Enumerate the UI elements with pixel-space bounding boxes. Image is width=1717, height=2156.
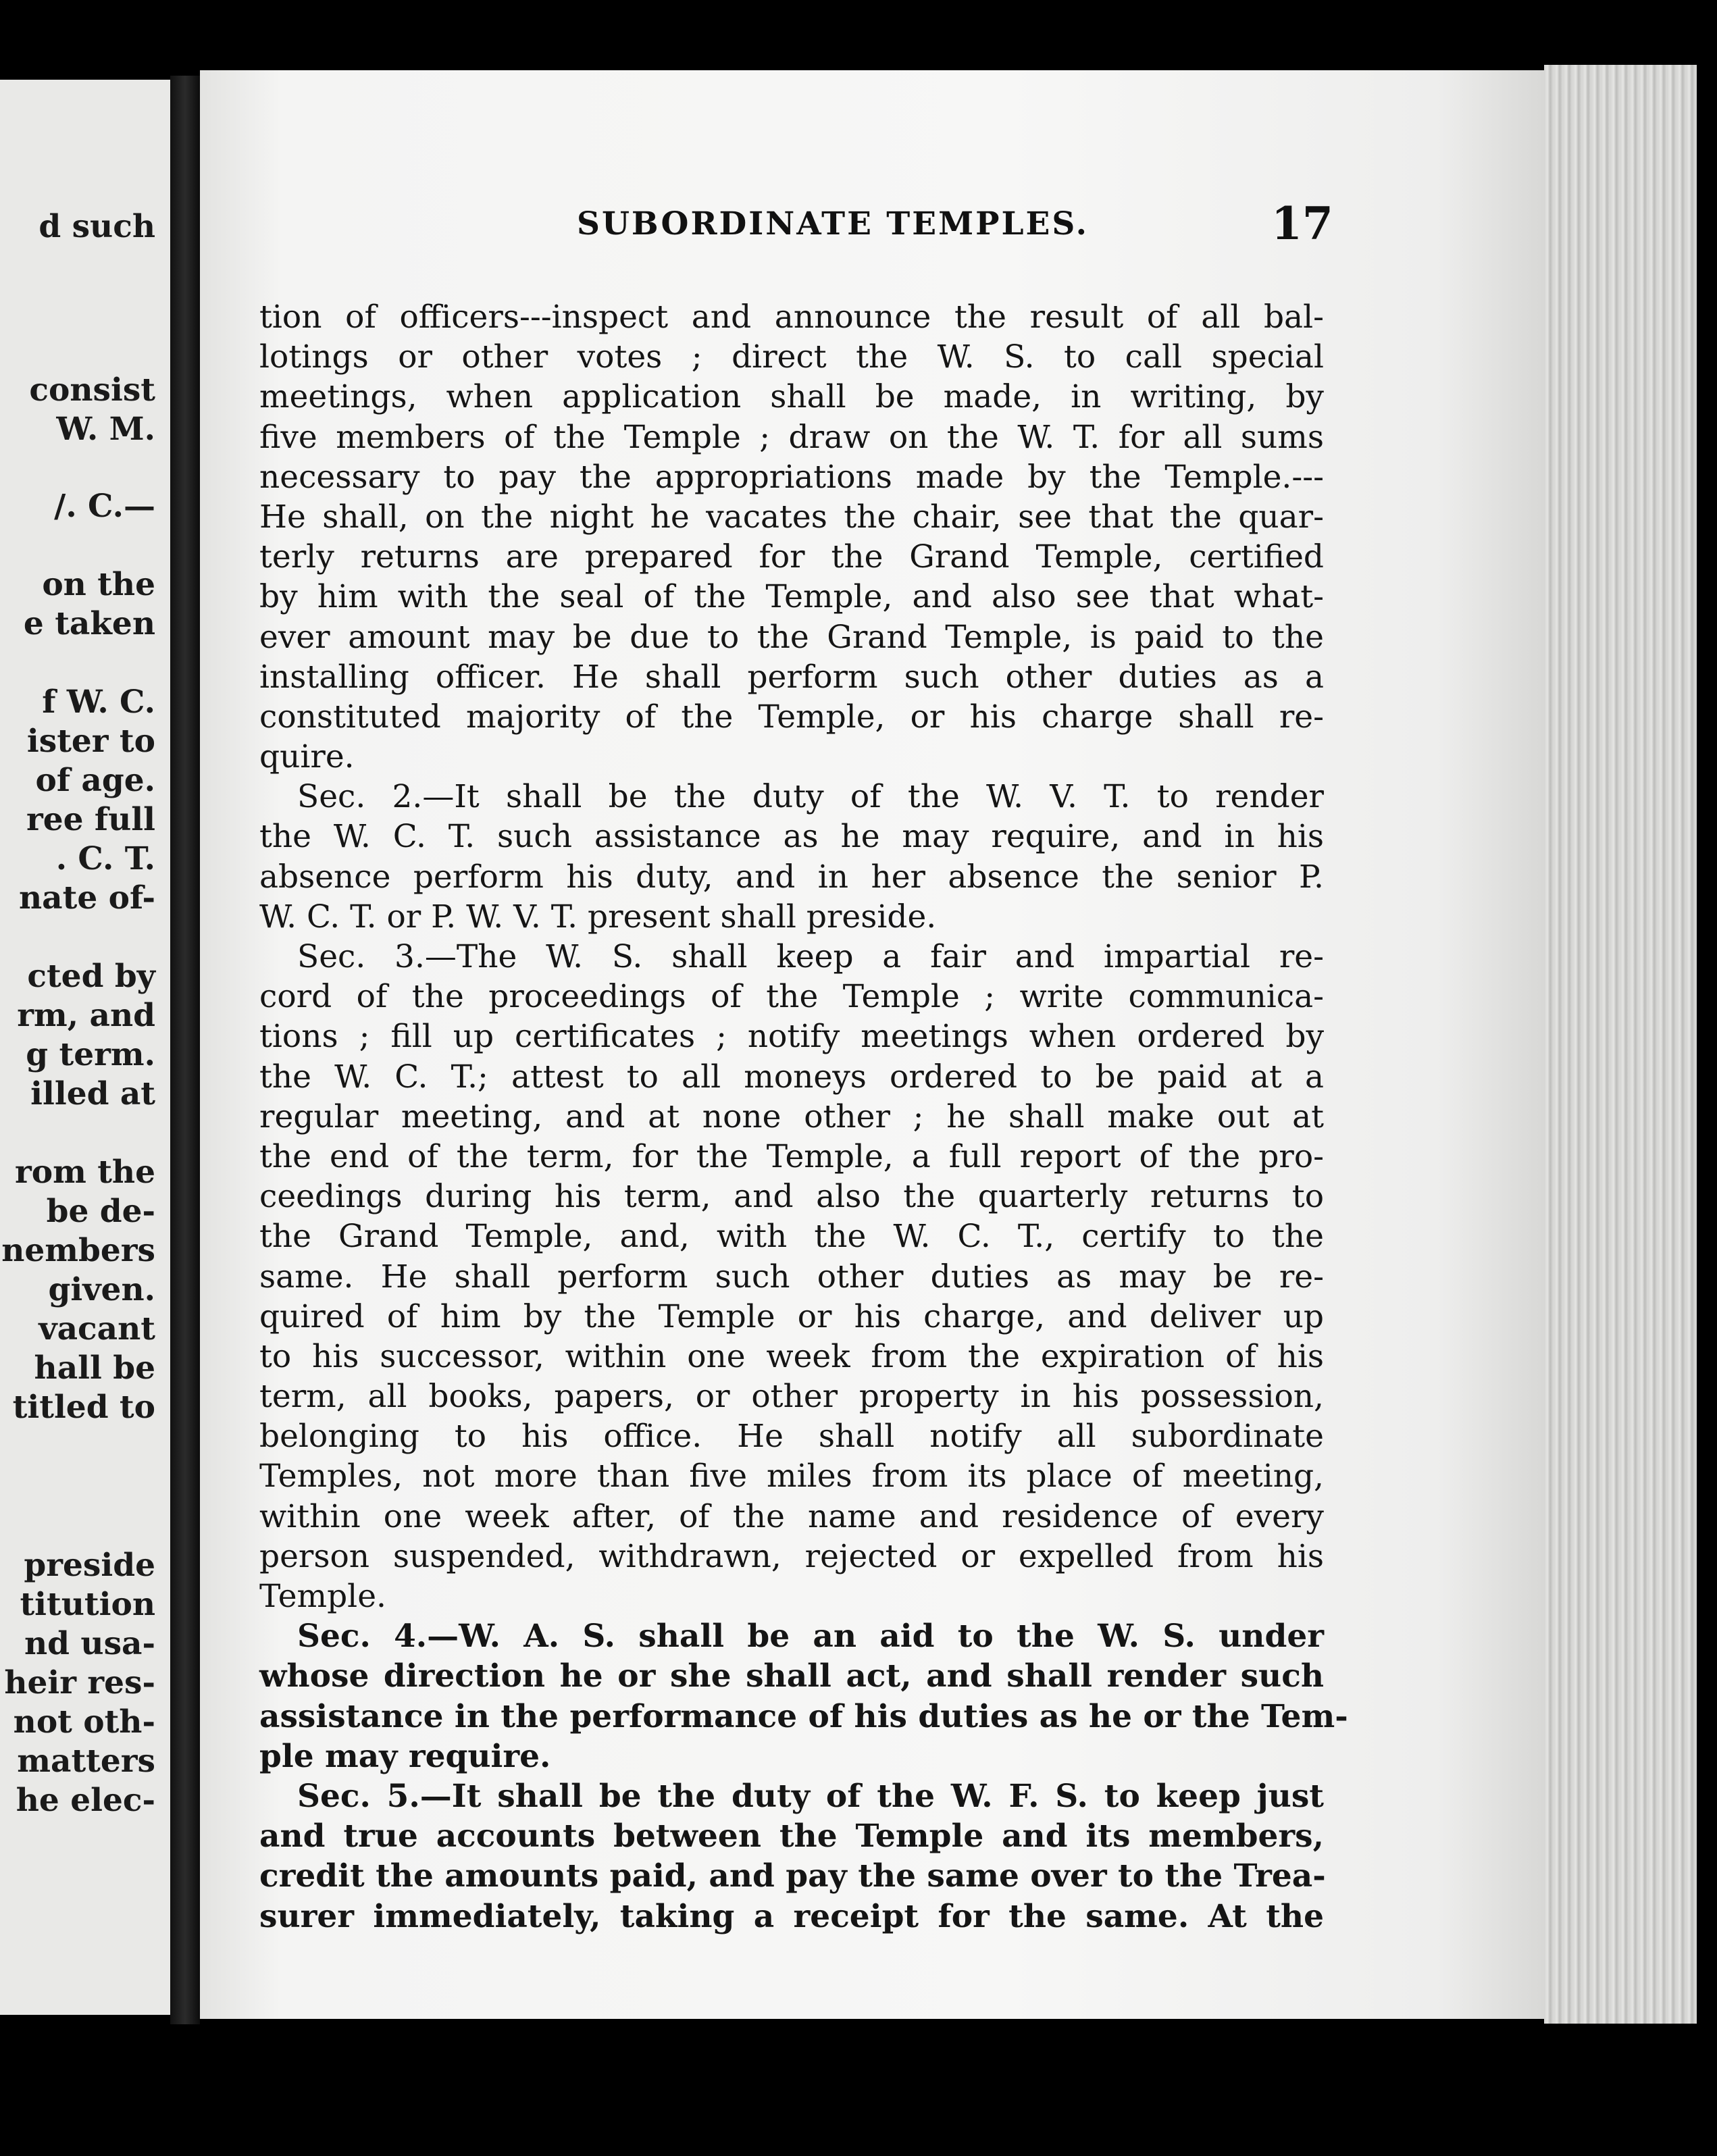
- text-line: Sec. 2.—It shall be the duty of the W. V. T. to render: [297, 778, 1324, 816]
- text-line: He shall, on the night he vacates the chair, see that the quar-: [259, 498, 1324, 536]
- text-line: ple may require.: [259, 1737, 551, 1775]
- text-line: tions ; fill up certificates ; notify meetings when ordered by: [259, 1018, 1324, 1056]
- text-line: W. C. T. or P. W. V. T. present shall preside.: [259, 898, 937, 935]
- text-line: ever amount may be due to the Grand Temple, is paid to the: [259, 618, 1324, 656]
- left-page-fragment: g term.: [26, 1036, 155, 1073]
- text-line: credit the amounts paid, and pay the same over to the Trea-: [259, 1857, 1326, 1895]
- text-line: tion of officers---inspect and announce the result of all bal-: [259, 299, 1324, 336]
- left-page-fragment: nd usa-: [24, 1625, 155, 1662]
- text-line: person suspended, withdrawn, rejected or expelled from his: [259, 1537, 1324, 1575]
- text-line: quired of him by the Temple or his charge, and deliver up: [259, 1298, 1324, 1335]
- left-page-fragment: nate of-: [19, 879, 155, 917]
- text-line: the W. C. T. such assistance as he may require, and in his: [259, 818, 1324, 856]
- text-line: installing officer. He shall perform such other duties as a: [259, 658, 1324, 696]
- left-page-fragment: titution: [20, 1586, 155, 1623]
- text-line: absence perform his duty, and in her absence the senior P.: [259, 858, 1324, 896]
- text-line: the end of the term, for the Temple, a full report of the pro-: [259, 1137, 1324, 1175]
- text-line: term, all books, papers, or other property in his possession,: [259, 1378, 1324, 1416]
- text-line: belonging to his office. He shall notify all subordinate: [259, 1418, 1324, 1456]
- text-line: Sec. 3.—The W. S. shall keep a fair and impartial re-: [297, 938, 1324, 975]
- book-gutter: [170, 76, 200, 2024]
- left-page-fragment: f W. C.: [42, 684, 155, 721]
- left-page-fragment: consist: [29, 371, 155, 409]
- left-page-fragment: nembers: [1, 1232, 155, 1269]
- text-line: whose direction he or she shall act, and shall render such: [259, 1658, 1324, 1695]
- text-line: to his successor, within one week from the expiration of his: [259, 1337, 1324, 1375]
- text-line: regular meeting, and at none other ; he shall make out at: [259, 1098, 1324, 1135]
- text-line: same. He shall perform such other duties as may be re-: [259, 1258, 1324, 1295]
- text-line: Temples, not more than five miles from its place of meeting,: [259, 1458, 1324, 1495]
- left-page-fragment: hall be: [34, 1350, 155, 1387]
- text-line: five members of the Temple ; draw on the W. T. for all sums: [259, 418, 1324, 456]
- text-line: Temple.: [259, 1578, 386, 1615]
- left-page-fragment: e taken: [23, 605, 155, 642]
- text-line: Sec. 4.—W. A. S. shall be an aid to the W. S. under: [297, 1618, 1324, 1656]
- left-page-fragment: preside: [24, 1547, 155, 1584]
- left-page-fragment: . C. T.: [55, 840, 155, 877]
- text-line: Sec. 5.—It shall be the duty of the W. F. S. to keep just: [297, 1777, 1324, 1815]
- left-page-fragment: rm, and: [17, 997, 155, 1034]
- text-line: constituted majority of the Temple, or his charge shall re-: [259, 698, 1324, 736]
- left-facing-page: [0, 80, 170, 2015]
- left-page-fragment: he elec-: [16, 1782, 155, 1819]
- left-page-fragment: titled to: [12, 1389, 155, 1426]
- text-line: within one week after, of the name and residence of every: [259, 1497, 1324, 1535]
- text-line: ceedings during his term, and also the quarterly returns to: [259, 1178, 1324, 1216]
- left-page-fragment: illed at: [30, 1075, 155, 1112]
- left-page-fragment: ister to: [26, 723, 155, 760]
- page-number: 17: [1271, 197, 1333, 250]
- text-line: surer immediately, taking a receipt for the same. At the: [259, 1897, 1324, 1935]
- left-page-fragment: matters: [17, 1743, 155, 1780]
- left-page-fragment: be de-: [46, 1193, 155, 1230]
- left-page-fragment: ree full: [26, 801, 155, 838]
- text-line: cord of the proceedings of the Temple ; write communica-: [259, 978, 1324, 1016]
- left-page-fragment: /. C.—: [54, 488, 155, 525]
- text-line: assistance in the performance of his duties as he or the Tem-: [259, 1697, 1348, 1735]
- left-page-fragment: d such: [39, 208, 155, 245]
- body-text: [259, 297, 1348, 1936]
- left-page-fragment: cted by: [27, 958, 155, 995]
- left-page-fragment: given.: [48, 1271, 155, 1308]
- page-edges: [1544, 65, 1697, 2024]
- left-page-fragment: W. M.: [56, 411, 155, 448]
- text-line: lotings or other votes ; direct the W. S. to call special: [259, 338, 1324, 376]
- text-line: quire.: [259, 738, 355, 776]
- left-page-fragment: on the: [42, 566, 155, 603]
- text-line: meetings, when application shall be made, in writing, by: [259, 378, 1324, 416]
- text-line: by him with the seal of the Temple, and also see that what-: [259, 578, 1324, 616]
- text-line: necessary to pay the appropriations made by the Temple.---: [259, 458, 1324, 496]
- left-page-fragment: vacant: [39, 1310, 155, 1348]
- left-page-fragment: rom the: [15, 1154, 155, 1191]
- running-header: SUBORDINATE TEMPLES.: [577, 205, 1089, 242]
- text-line: the W. C. T.; attest to all moneys ordered to be paid at a: [259, 1058, 1324, 1096]
- left-page-fragment: heir res-: [4, 1664, 155, 1701]
- text-line: the Grand Temple, and, with the W. C. T., certify to the: [259, 1218, 1324, 1256]
- left-page-fragment: not oth-: [13, 1703, 155, 1741]
- left-page-fragment: of age.: [35, 762, 155, 799]
- text-line: and true accounts between the Temple and its members,: [259, 1818, 1324, 1855]
- text-line: terly returns are prepared for the Grand Temple, certified: [259, 538, 1324, 576]
